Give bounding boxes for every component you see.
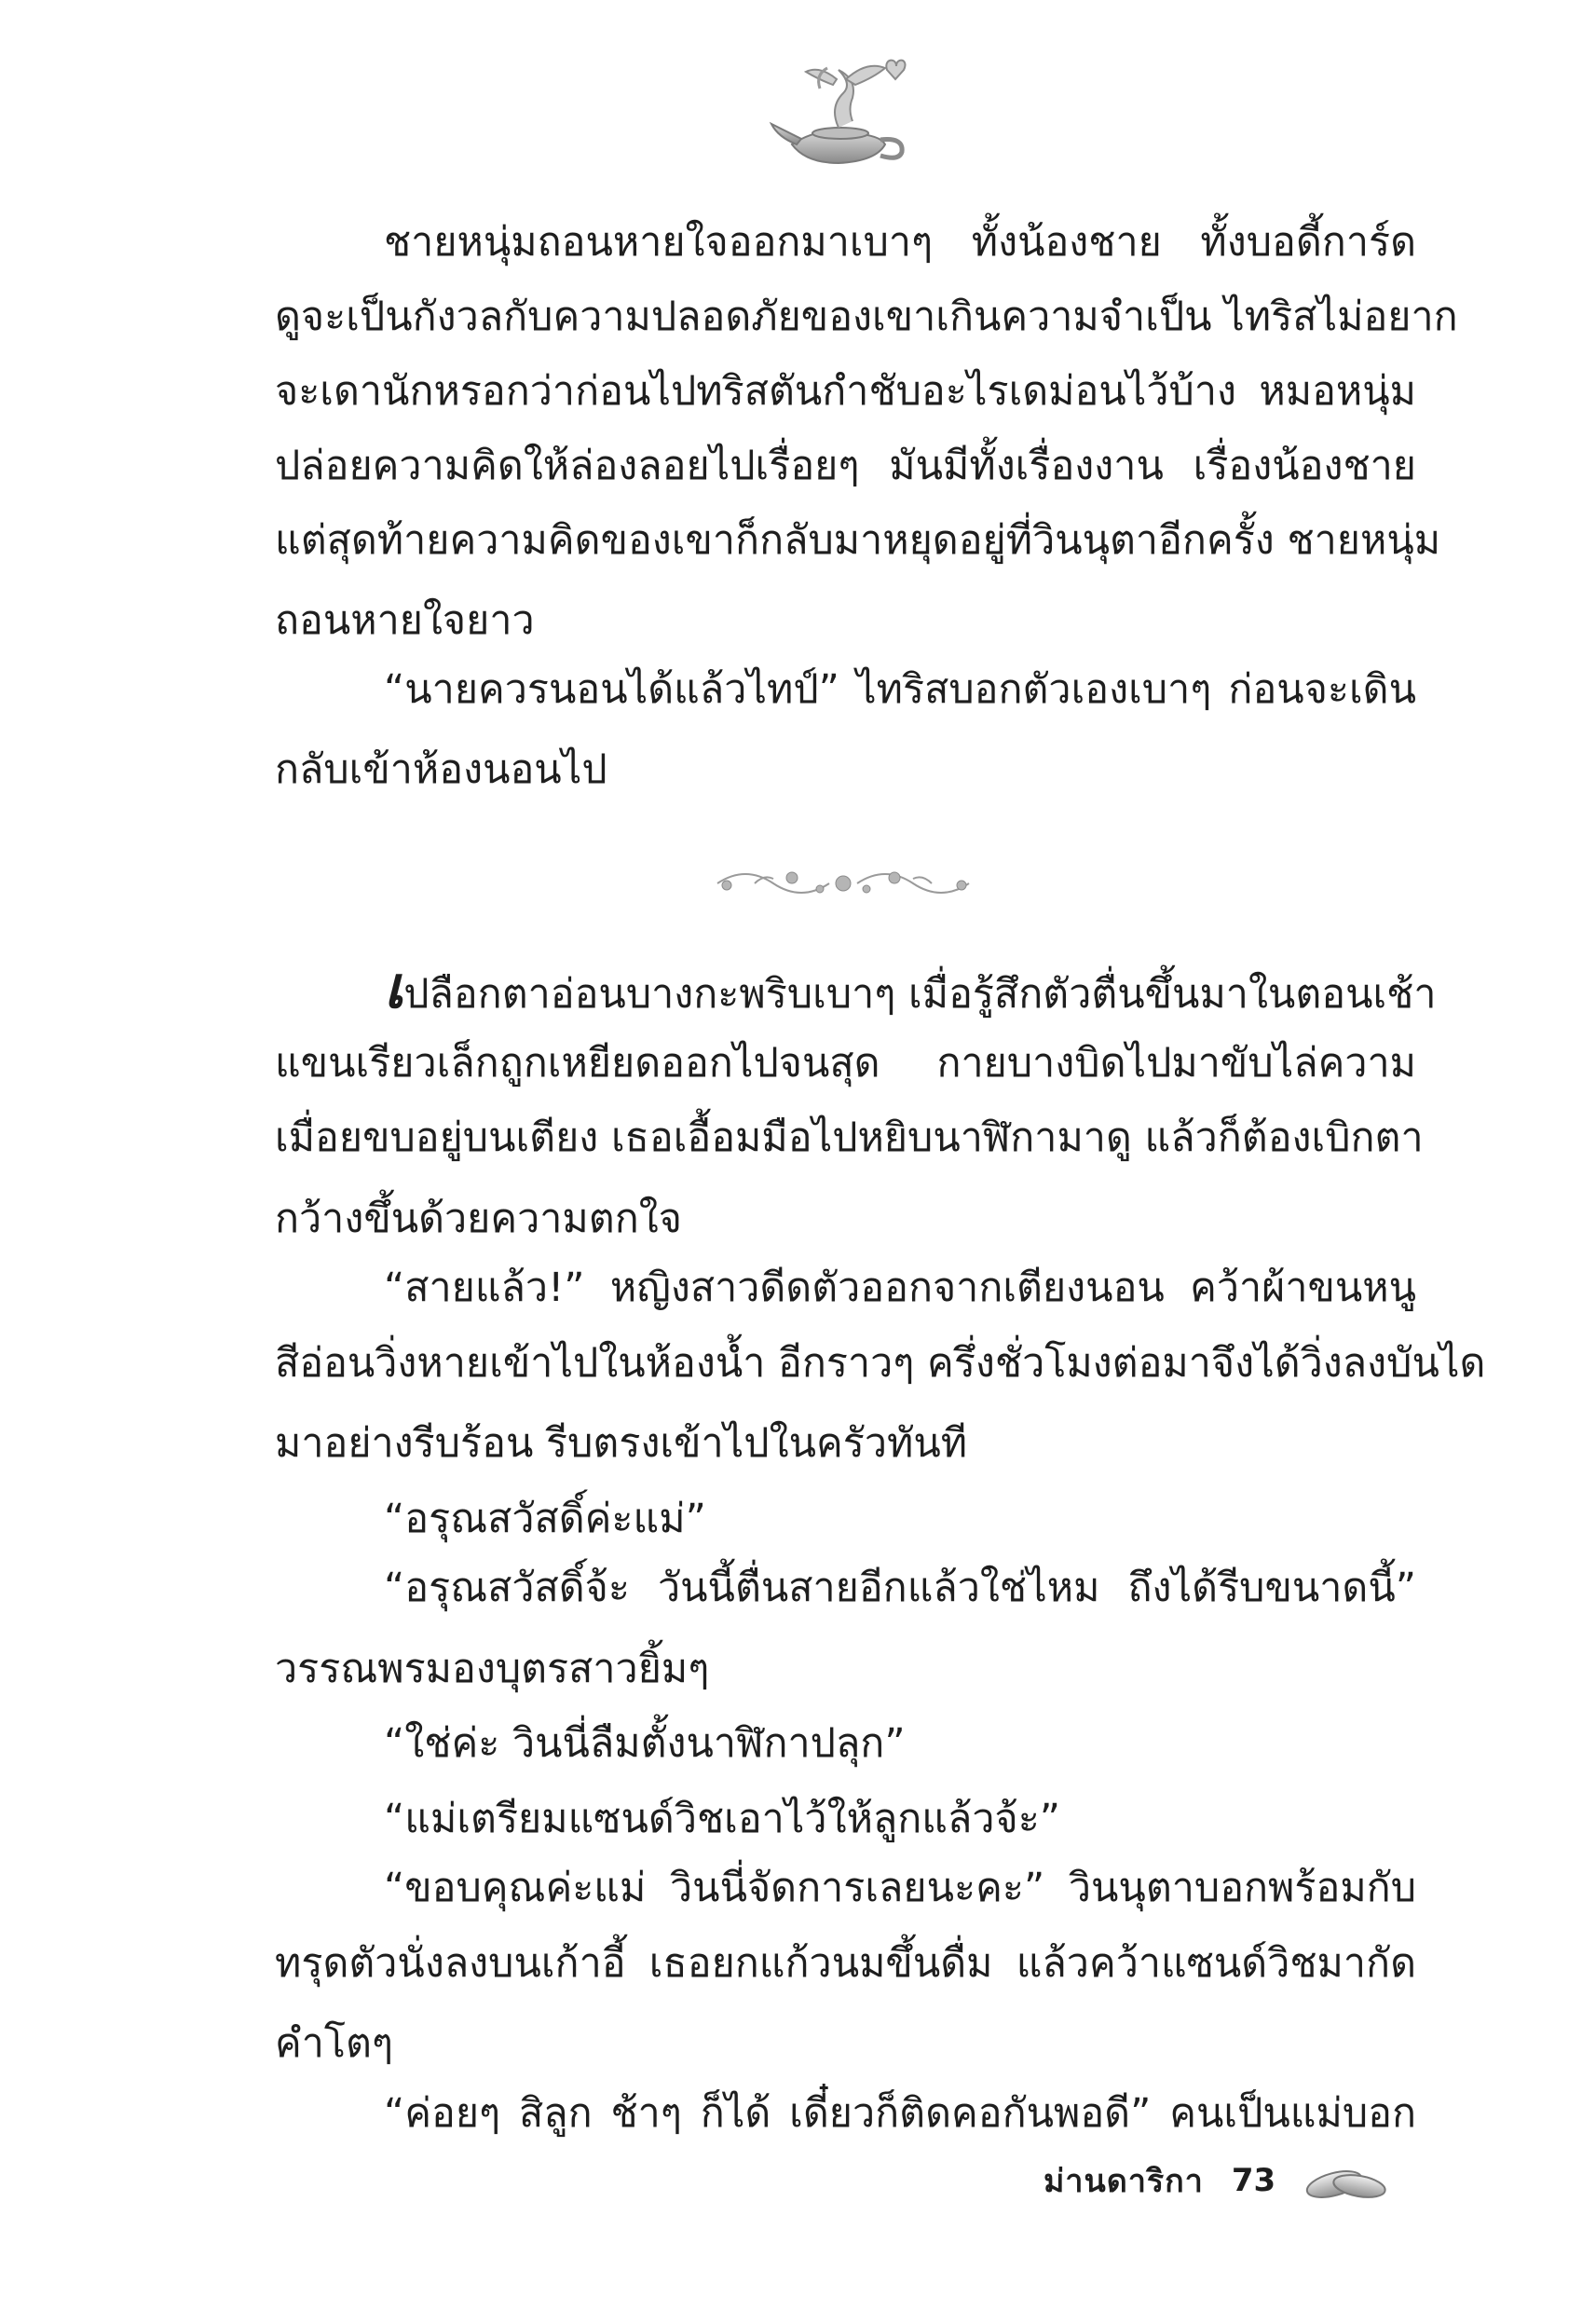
text-line-content: ทรุดตัวนั่งลงบนเก้าอี้ เธอยกแก้วนมขึ้นดื่ม แล้วคว้าแซนด์วิชมากัด [275, 1939, 1416, 1987]
page-number: 73 [1231, 2162, 1276, 2199]
text-line [384, 2085, 1416, 2153]
text-line-content: กว้างขึ้นด้วยความตกใจ [275, 1195, 682, 1242]
pills-icon [1302, 2160, 1390, 2201]
text-line-content: “นายควรนอนได้แล้วไทป์” ไทริสบอกตัวเองเบาๆ ก่อนจะเดิน [384, 666, 1416, 713]
text-line [275, 1935, 1416, 2003]
book-title: ม่านดาริกา [1044, 2163, 1204, 2200]
text-line [384, 1485, 706, 1552]
text-line-content: “อรุณสวัสดิ์จ้ะ วันนี้ตื่นสายอีกแล้วใช่ไหม ถึงได้รีบขนาดนี้” [384, 1565, 1416, 1611]
text-line [275, 736, 607, 803]
text-line-content: วรรณพรมองบุตรสาวยิ้มๆ [275, 1645, 710, 1692]
text-line [384, 1710, 906, 1777]
text-line-content: มาอย่างรีบร้อน รีบตรงเข้าไปในครัวทันที [275, 1420, 968, 1467]
text-line [275, 363, 1416, 431]
text-line-content: ถอนหายใจยาว [275, 597, 535, 644]
text-line [275, 1185, 682, 1252]
text-line [384, 1785, 1060, 1853]
text-line-content: แต่สุดท้ายความคิดของเขาก็กลับมาหยุดอยู่ที่วินนุตาอีกครั้ง ชายหนุ่ม [275, 517, 1441, 564]
text-line-content: แขนเรียวเล็กถูกเหยียดออกไปจนสุด กายบางบิดไปมาขับไล่ความ [275, 1039, 1416, 1087]
text-line-content: “สายแล้ว!” หญิงสาวดีดตัวออกจากเตียงนอน คว้าผ้าขนหนู [384, 1265, 1416, 1311]
text-line [275, 587, 535, 654]
text-line [275, 1035, 1416, 1102]
text-line-content: ปล่อยความคิดให้ล่องลอยไปเรื่อยๆ มันมีทั้งเรื่องงาน เรื่องน้องชาย [275, 443, 1416, 489]
text-line [384, 1560, 1416, 1627]
text-line-content: “อรุณสวัสดิ์ค่ะแม่” [384, 1495, 706, 1542]
text-line-content: ปลือกตาอ่อนบางกะพริบเบาๆ เมื่อรู้สึกตัวตื่นขึ้นมาในตอนเช้า [403, 971, 1437, 1018]
text-line-content: กลับเข้าห้องนอนไป [275, 746, 607, 793]
text-line-content: “ค่อยๆ สิลูก ช้าๆ ก็ได้ เดี๋ยวก็ติดคอกันพอดี” คนเป็นแม่บอก [384, 2089, 1416, 2137]
text-line-content: “ใช่ค่ะ วินนี่ลืมตั้งนาฬิกาปลุก” [384, 1720, 906, 1767]
text-line-content: ดูจะเป็นกังวลกับความปลอดภัยของเขาเกินความจำเป็น ไทริสไม่อยาก [275, 294, 1458, 340]
text-line [275, 1635, 709, 1702]
text-line [384, 214, 1416, 281]
text-line [275, 289, 1458, 356]
text-line-content: จะเดานักหรอกว่าก่อนไปทริสตันกำชับอะไรเดม่อนไว้บ้าง หมอหนุ่ม [275, 368, 1416, 415]
text-line [384, 953, 1437, 1027]
text-line [275, 1335, 1486, 1402]
text-line [384, 1260, 1416, 1327]
text-line-content: คำโตๆ [275, 2020, 394, 2067]
text-line-content: เมื่อยขบอยู่บนเตียง เธอเอื้อมมือไปหยิบนาฬิกามาดู แล้วก็ต้องเบิกตา [275, 1114, 1424, 1161]
drop-cap: เ [384, 953, 404, 1021]
text-line-content: “แม่เตรียมแซนด์วิชเอาไว้ให้ลูกแล้วจ้ะ” [384, 1795, 1061, 1842]
text-line-content: สีอ่อนวิ่งหายเข้าไปในห้องน้ำ อีกราวๆ ครึ่งชั่วโมงต่อมาจึงได้วิ่งลงบันได [275, 1339, 1486, 1387]
text-line-content: ชายหนุ่มถอนหายใจออกมาเบาๆ ทั้งน้องชาย ทั้งบอดี้การ์ด [384, 219, 1416, 266]
teapot-cupid-icon [764, 51, 913, 172]
text-line [384, 1860, 1416, 1927]
text-line-content: “ขอบคุณค่ะแม่ วินนี่จัดการเลยนะคะ” วินนุตาบอกพร้อมกับ [384, 1865, 1416, 1911]
text-line [275, 438, 1416, 505]
text-line [275, 2010, 393, 2077]
page-footer [1044, 2148, 1435, 2213]
text-line [275, 513, 1441, 580]
floral-scroll-divider-icon [699, 855, 988, 911]
text-line [384, 662, 1416, 729]
text-line [275, 1110, 1424, 1177]
text-line [275, 1410, 967, 1477]
